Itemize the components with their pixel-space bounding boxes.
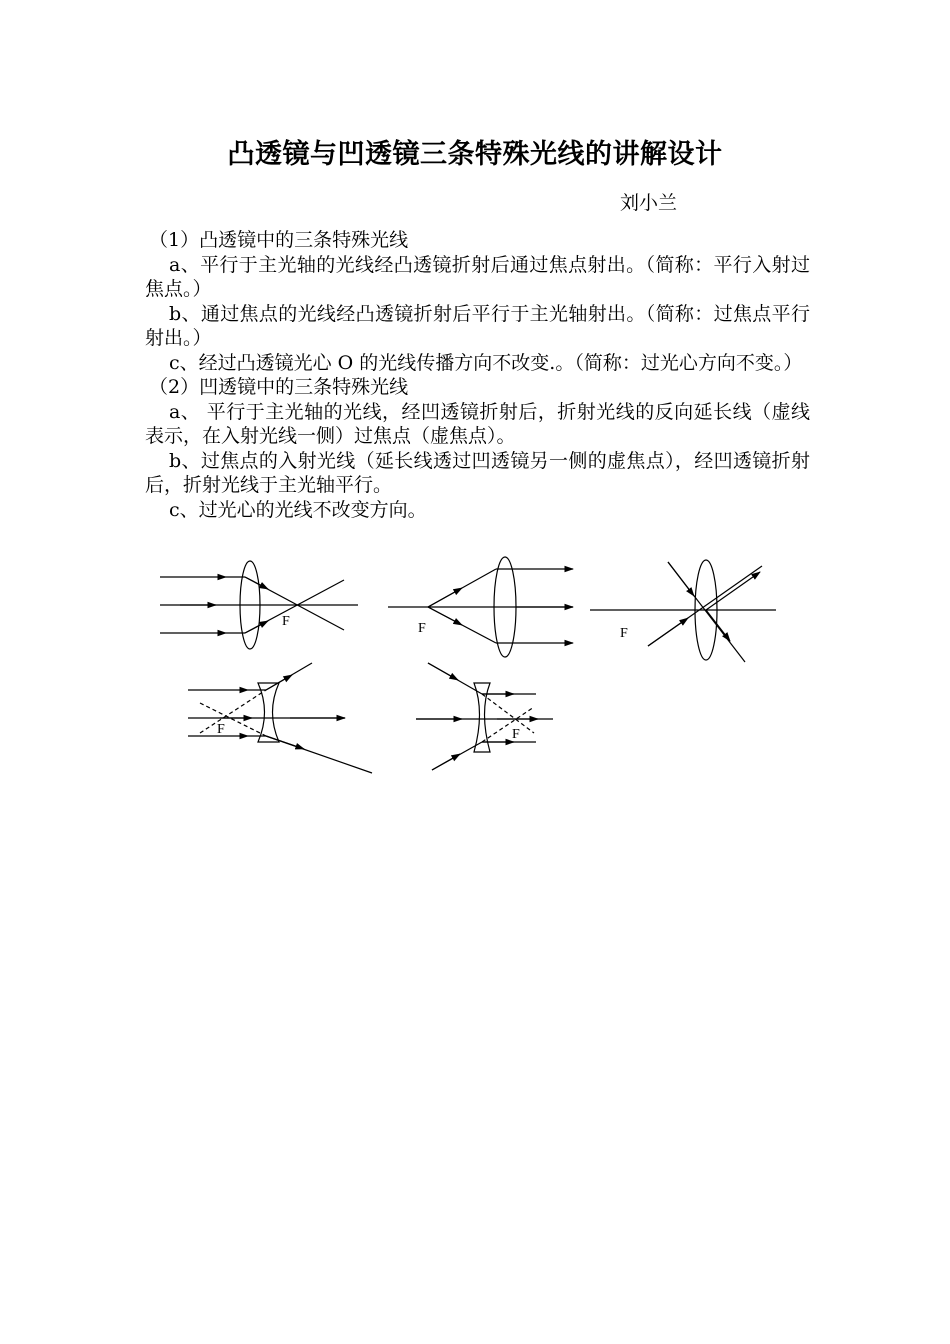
author-name: 刘小兰 — [620, 192, 678, 214]
focus-label: F — [620, 626, 628, 641]
convex-lens-diagram-center — [590, 560, 776, 662]
focus-label: F — [512, 727, 520, 742]
focus-label: F — [418, 621, 426, 636]
section1-item-b: b、通过焦点的光线经凸透镜折射后平行于主光轴射出。（简称：过焦点平行射出。） — [145, 302, 810, 349]
document-body — [145, 228, 810, 522]
section2-item-c: c、过光心的光线不改变方向。 — [169, 498, 427, 521]
lens-diagrams — [150, 548, 800, 788]
section2-item-b: b、过焦点的入射光线（延长线透过凹透镜另一侧的虚焦点），经凹透镜折射后，折射光线于主光轴平行。 — [145, 449, 810, 496]
convex-lens-diagram-focus — [388, 557, 573, 657]
focus-label: F — [282, 614, 290, 629]
section2-heading: （2）凹透镜中的三条特殊光线 — [149, 376, 409, 398]
concave-lens-diagram-focus — [416, 663, 553, 770]
section1-heading: （1）凸透镜中的三条特殊光线 — [149, 229, 409, 251]
section1-item-a: a、平行于主光轴的光线经凸透镜折射后通过焦点射出。（简称：平行入射过焦点。） — [145, 253, 810, 300]
section1-item-c: c、经过凸透镜光心 O 的光线传播方向不改变.。（简称：过光心方向不变。） — [169, 351, 803, 374]
focus-label: F — [217, 722, 225, 737]
concave-lens-diagram-parallel — [188, 663, 372, 773]
document-title: 凸透镜与凹透镜三条特殊光线的讲解设计 — [227, 139, 723, 170]
convex-lens-diagram-parallel — [160, 561, 358, 649]
section2-item-a: a、 平行于主光轴的光线，经凹透镜折射后，折射光线的反向延长线（虚线表示，在入射光线一侧）过焦点（虚焦点）。 — [145, 400, 810, 447]
